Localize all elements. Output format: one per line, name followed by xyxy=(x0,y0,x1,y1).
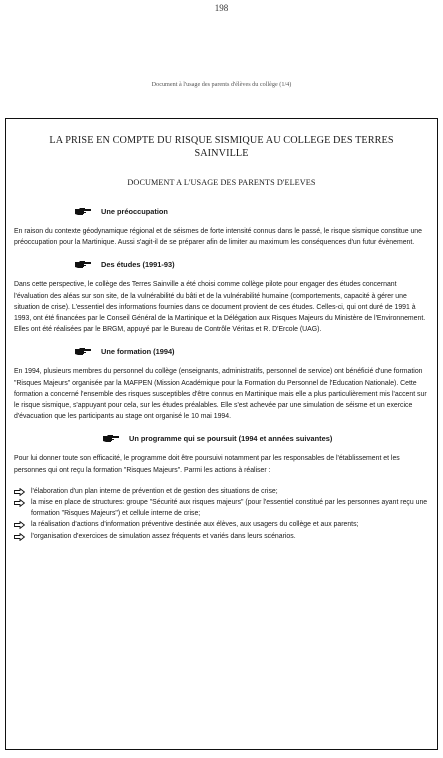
section-heading-etudes xyxy=(75,260,429,269)
section-paragraph-formation: En 1994, plusieurs membres du personnel du collège (enseignants, administratifs, personnel de service) ont bénéficié d'une formation "Risques Majeurs" organisée par la MAFPEN (Mission Académique pour la Formation du Personnel de l'Education Nationale). Cette formation a concerné l'ensemble des risques susceptibles d'être connus en Martinique mais elle a plus particulièrement mis l'accent sur le risque sismique, s'appuyant pour cela, sur les études préalables. Elle s'est achevée par une simulation de séisme et un exercice d'évacuation que les participants au stage ont organisé le 10 mai 1994. xyxy=(14,368,427,421)
section-heading-label: Une formation (1994) xyxy=(101,347,175,357)
action-item xyxy=(14,531,429,542)
pointing-hand-icon xyxy=(75,260,92,269)
right-arrow-icon xyxy=(14,533,25,541)
action-text: la réalisation d'actions d'information préventive destinée aux élèves, aux usagers du collège et aux parents; xyxy=(31,521,359,529)
action-text: l'organisation d'exercices de simulation assez fréquents et variés dans leurs scénarios. xyxy=(31,532,296,540)
action-text: l'élaboration d'un plan interne de prévention et de gestion des situations de crise; xyxy=(31,487,278,495)
section-heading-label: Des études (1991-93) xyxy=(101,260,175,270)
section-heading-programme xyxy=(103,434,429,443)
document-caption: Document à l'usage des parents d'élèves du collège (1/4) xyxy=(151,81,292,88)
pointing-hand-icon xyxy=(75,207,92,216)
right-arrow-icon xyxy=(14,488,25,496)
section-paragraph-etudes: Dans cette perspective, le collège des Terres Sainville a été choisi comme collège pilote pour engager des études concernant l'évaluation des aléas sur son site, de la vulnérabilité du bâti et de la vulnérabilité humaine (comportements, capacité à gérer une situation de crise). L'essentiel des informations fournies dans ce document provient de ces études. Celles-ci, qui ont duré de 1991 à 1993, ont été financées par le Conseil Général de la Martinique et la Délégation aux Risques Majeurs du Ministère de l'Environnement. Elles ont été réalisées par le BRGM, appuyé par le Bureau de Contrôle Véritas et R. D'Ercole (UAG). xyxy=(14,281,426,334)
action-list xyxy=(14,486,429,542)
action-item xyxy=(14,519,429,530)
document-content xyxy=(14,134,429,542)
right-arrow-icon xyxy=(14,499,25,507)
section-paragraph-programme: Pour lui donner toute son efficacité, le programme doit être poursuivi notamment par les responsables de l'établissement et les personnes qui ont reçu la formation "Risques Majeurs". Parmi les actions à réaliser : xyxy=(14,455,400,474)
right-arrow-icon xyxy=(14,521,25,529)
section-heading-label: Un programme qui se poursuit (1994 et années suivantes) xyxy=(129,434,333,444)
section-heading-formation xyxy=(75,347,429,356)
page-number: 198 xyxy=(214,3,229,13)
action-item xyxy=(14,497,429,519)
pointing-hand-icon xyxy=(75,347,92,356)
document-title: LA PRISE EN COMPTE DU RISQUE SISMIQUE AU COLLEGE DES TERRES SAINVILLE xyxy=(49,135,394,159)
action-item xyxy=(14,486,429,497)
action-text: la mise en place de structures: groupe "Sécurité aux risques majeurs" (pour l'essentiel constitué par les personnes ayant reçu une formation "Risques Majeurs") et cellule interne de crise; xyxy=(31,499,428,518)
section-heading-preoccupation xyxy=(75,207,429,216)
document-subtitle: DOCUMENT A L'USAGE DES PARENTS D'ELEVES xyxy=(127,178,316,187)
section-heading-label: Une préoccupation xyxy=(101,207,168,216)
pointing-hand-icon xyxy=(103,434,120,443)
section-paragraph-preoccupation: En raison du contexte géodynamique régional et de séismes de forte intensité connus dans le passé, le risque sismique constitue une préoccupation pour la Martinique. Aussi s'agit-il de se préparer afin de limiter au maximum les conséquences d'un futur évènement. xyxy=(14,228,422,247)
